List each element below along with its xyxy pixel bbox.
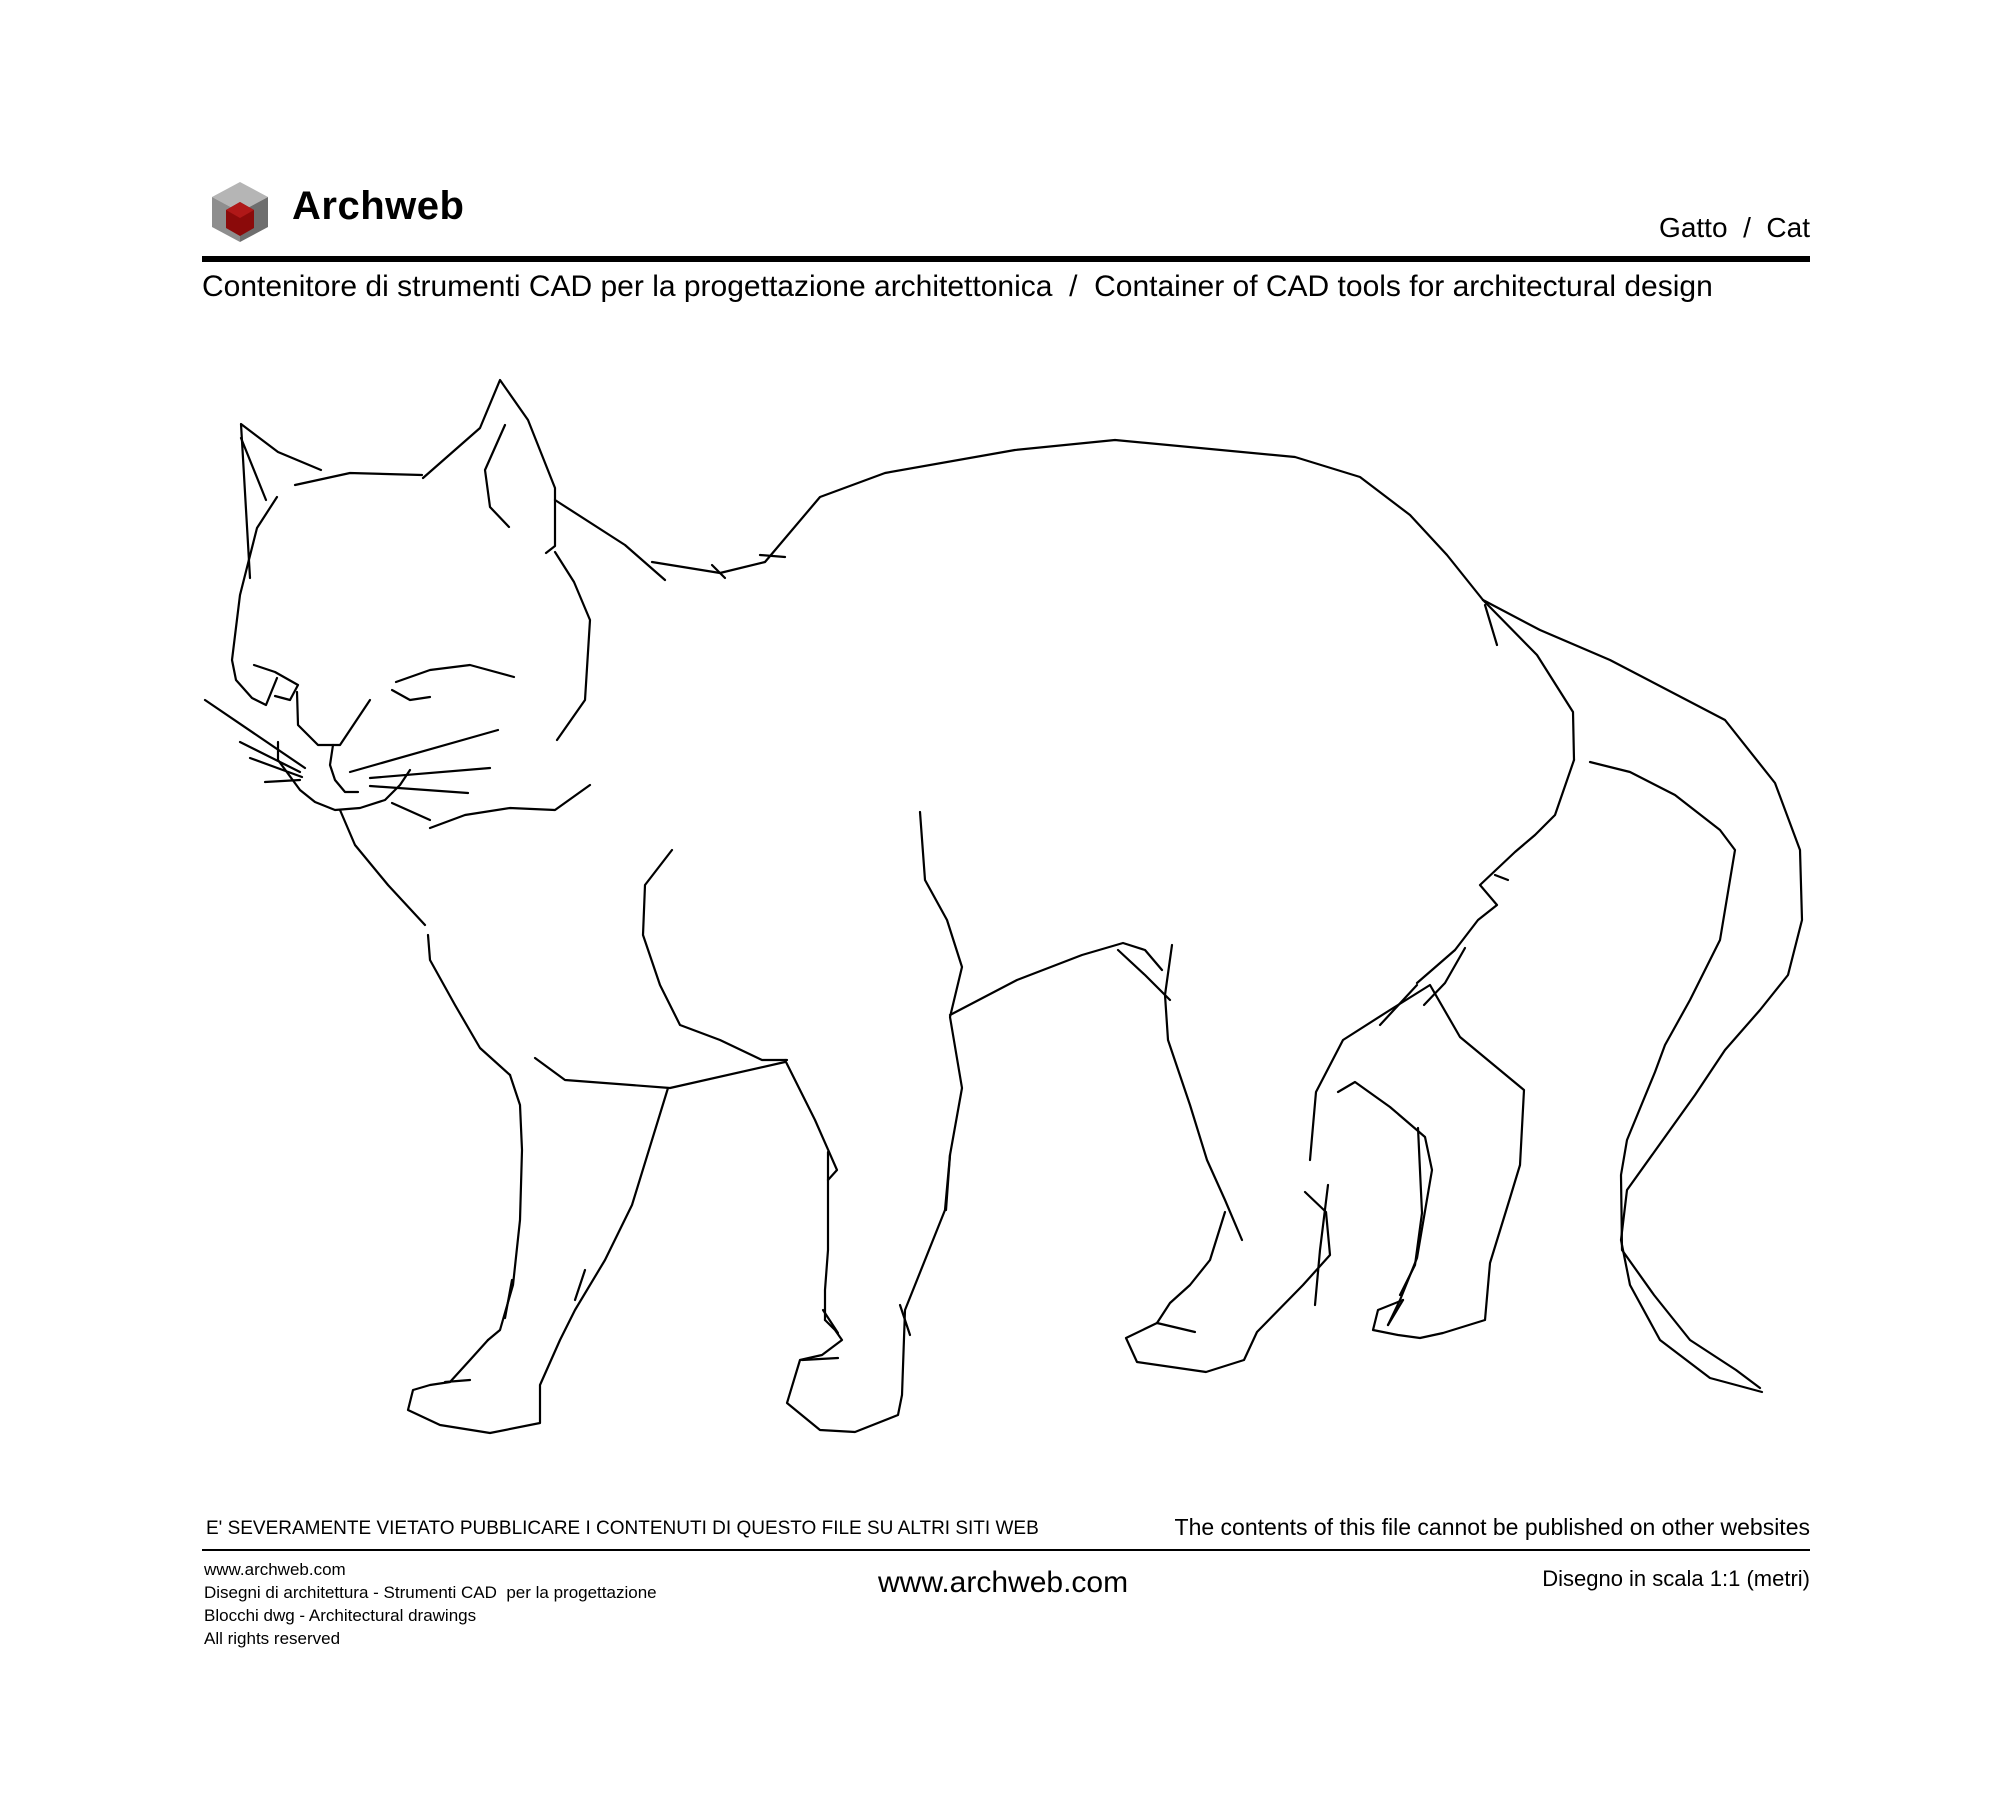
belly-joint — [1118, 950, 1170, 1000]
front-leg-right — [785, 1060, 837, 1180]
hind-paw-front — [1310, 985, 1524, 1338]
mouth — [330, 745, 358, 792]
tail-inner — [1590, 762, 1760, 1388]
right-ear-inner — [485, 425, 509, 527]
belly — [950, 943, 1162, 1015]
neck-top — [555, 500, 665, 580]
head-top — [295, 473, 422, 485]
right-eye-lower — [392, 690, 430, 700]
front-paw-right — [787, 1155, 950, 1432]
right-ear — [423, 380, 555, 553]
head-right — [555, 552, 590, 740]
footer-credit-line: www.archweb.com — [204, 1560, 346, 1579]
footer-credit-line: Blocchi dwg - Architectural drawings — [204, 1606, 477, 1625]
chest-lower — [535, 1058, 785, 1088]
hind-curve — [1424, 948, 1465, 1005]
footer-website-url[interactable]: www.archweb.com — [878, 1566, 1129, 1599]
footer-credit-line: Disegni di architettura - Strumenti CAD per la progettazione — [204, 1583, 657, 1602]
left-ear — [241, 424, 321, 578]
hind-leg-back — [1165, 945, 1242, 1240]
brand-name: Archweb — [292, 184, 465, 228]
tagline: Contenitore di strumenti CAD per la progettazione architettonica / Container of CAD tools for architectural design — [202, 270, 1713, 303]
drawing-subject: Gatto / Cat — [1659, 212, 1810, 243]
drawing-scale: Disegno in scala 1:1 (metri) — [1542, 1566, 1810, 1591]
hind-front — [1417, 760, 1574, 983]
copyright-notice-italian: E' SEVERAMENTE VIETATO PUBBLICARE I CONTENUTI DI QUESTO FILE SU ALTRI SITI WEB — [206, 1518, 1039, 1539]
hind-paw-back — [1126, 1192, 1330, 1372]
shoulder — [643, 850, 787, 1060]
chest — [428, 935, 510, 1075]
back — [652, 440, 1483, 600]
hind-leg-back-2 — [1157, 1212, 1225, 1323]
front-leg-left — [488, 1075, 522, 1340]
footer-divider — [202, 1549, 1810, 1551]
footer-credits — [204, 1558, 657, 1650]
hind-leg-front-2 — [1338, 1082, 1432, 1325]
footer-credit-line: All rights reserved — [204, 1629, 341, 1648]
front-leg-right-2 — [825, 1152, 828, 1320]
tail-outer — [1483, 600, 1802, 1392]
chin-to-chest — [340, 810, 425, 925]
right-eye — [396, 665, 514, 682]
head-left — [232, 497, 277, 705]
copyright-notice-english: The contents of this file cannot be published on other websites — [1174, 1514, 1810, 1540]
nose — [297, 692, 370, 745]
